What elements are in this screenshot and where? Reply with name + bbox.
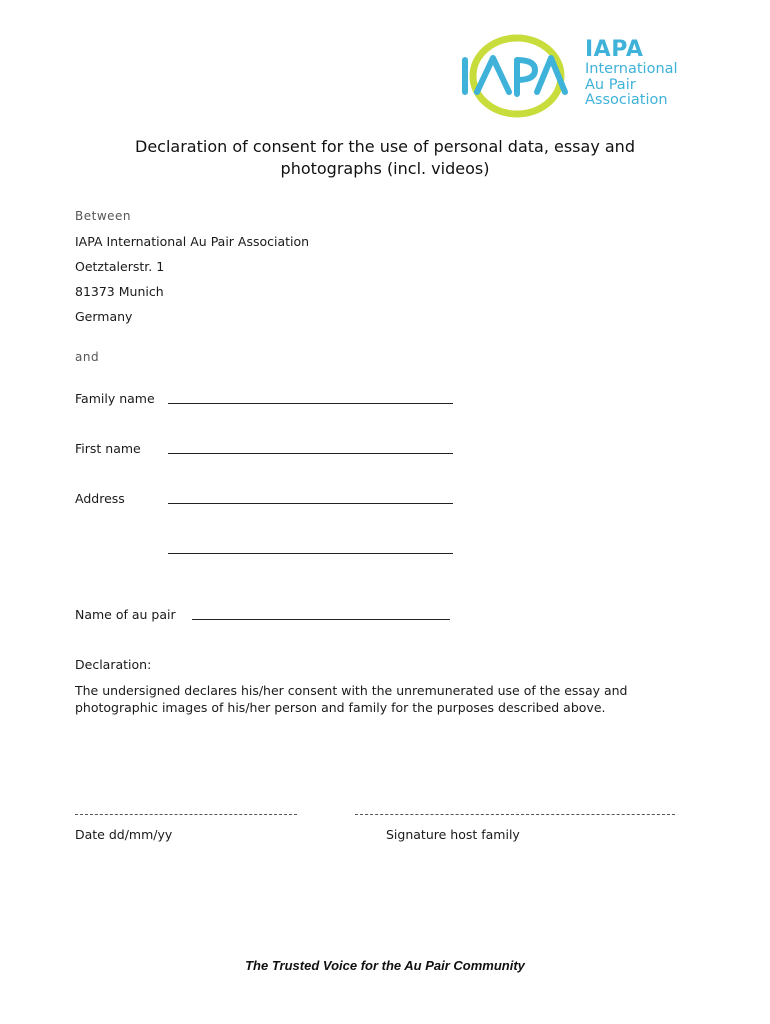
family-name-label: Family name	[75, 391, 155, 406]
first-name-label: First name	[75, 441, 141, 456]
document-title	[60, 136, 710, 180]
org-city: 81373 Munich	[75, 284, 164, 299]
title-line-2: photographs (incl. videos)	[280, 159, 490, 178]
footer-slogan: The Trusted Voice for the Au Pair Community	[245, 958, 525, 973]
date-field[interactable]	[75, 814, 297, 815]
logo-tagline-2: Au Pair	[585, 76, 636, 93]
org-country: Germany	[75, 309, 133, 324]
and-label: and	[75, 350, 100, 364]
logo-tagline-3: Association	[585, 92, 668, 108]
org-name: IAPA International Au Pair Association	[75, 234, 310, 249]
declaration-heading: Declaration:	[75, 657, 152, 672]
address-field-line-2[interactable]	[168, 553, 453, 554]
au-pair-name-label: Name of au pair	[75, 607, 176, 622]
date-label: Date dd/mm/yy	[75, 827, 173, 842]
signature-label: Signature host family	[386, 827, 520, 842]
logo	[455, 30, 705, 118]
declaration-body: The undersigned declares his/her consent with the unremunerated use of the essay and photographic images of his/her person and family for the purposes described above.	[75, 683, 628, 715]
logo-tagline-1: International	[585, 61, 678, 77]
title-line-1: Declaration of consent for the use of personal data, essay and	[135, 137, 635, 156]
first-name-field[interactable]	[168, 453, 453, 454]
family-name-field[interactable]	[168, 403, 453, 404]
logo-brand: IAPA	[585, 37, 644, 62]
logo-wordmark	[585, 38, 678, 109]
au-pair-name-field[interactable]	[192, 619, 450, 620]
address-field-line-1[interactable]	[168, 503, 453, 504]
signature-field[interactable]	[355, 814, 675, 815]
iapa-logo-icon	[455, 30, 580, 118]
org-street: Oetztalerstr. 1	[75, 259, 165, 274]
between-label: Between	[75, 209, 132, 223]
address-label: Address	[75, 491, 125, 506]
